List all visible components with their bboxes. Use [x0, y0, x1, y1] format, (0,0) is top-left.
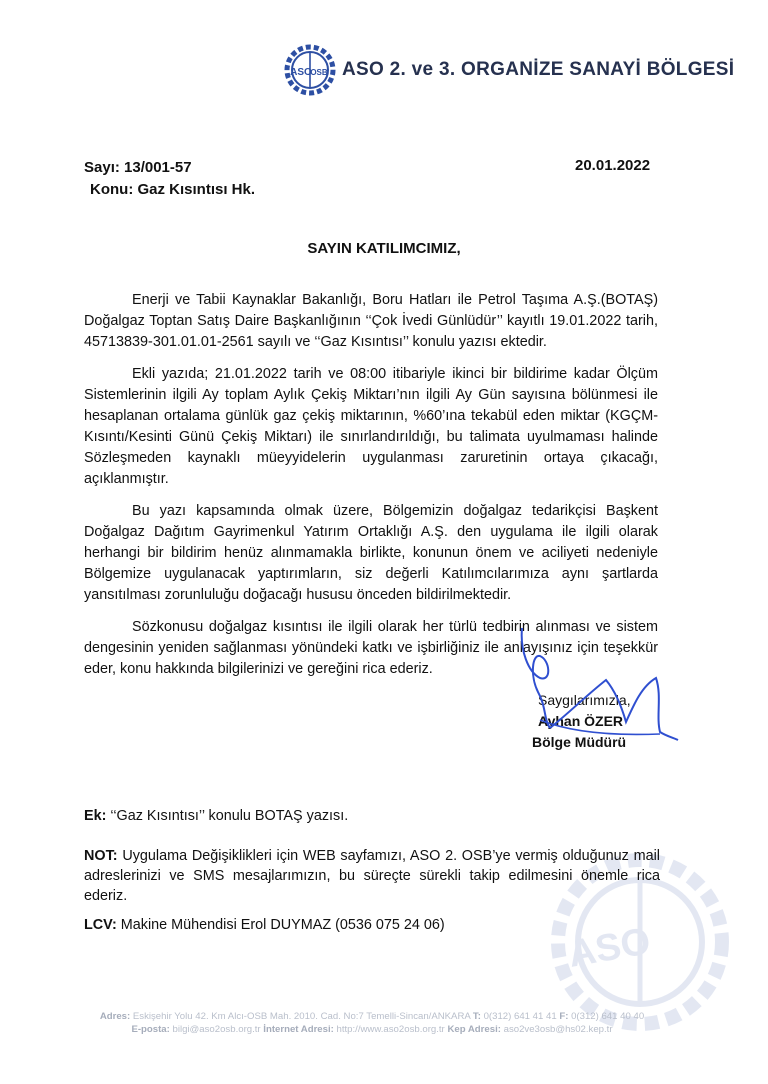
footer-contact-line	[92, 1023, 652, 1036]
svg-text:ASO: ASO	[565, 920, 654, 976]
fax-text: 0(312) 641 40 40	[568, 1011, 645, 1022]
address-text: Eskişehir Yolu 42. Km Alcı-OSB Mah. 2010. Cad. No:7 Temelli-Sincan/ANKARA	[130, 1011, 473, 1022]
body-paragraph: Ekli yazıda; 21.01.2022 tarih ve 08:00 itibariyle ikinci bir bildirime kadar Ölçüm Sistemlerinin ilgili Ay toplam Aylık Çekiş Miktarı’nın ilgili Ay Gün sayısına bölünmesi ile hesaplanan ortalama günlük gaz çekiş miktarının, %60’ına tekabül eden miktar (KGÇM-Kısıntı/Kesinti Günü Çekiş Miktarı) ile sınırlandırıldığı, bu talimata uyulmaması halinde Sözleşmeden kaynaklı müeyyidelerin uygulanması zaruretinin ortaya çıkacağı, açıklanmıştır.	[84, 366, 658, 487]
attachment-text: ‘‘Gaz Kısıntısı’’ konulu BOTAŞ yazısı.	[106, 808, 349, 824]
salutation	[0, 240, 768, 257]
kep-text: aso2ve3osb@hs02.kep.tr	[500, 1024, 613, 1035]
signer-title: Bölge Müdürü	[532, 734, 627, 750]
email-text: bilgi@aso2osb.org.tr	[169, 1024, 264, 1035]
kep-label: Kep Adresi:	[447, 1024, 501, 1035]
fax-label: F:	[559, 1011, 569, 1022]
notice-text: Uygulama Değişiklikleri için WEB sayfamızı, ASO 2. OSB’ye vermiş olduğunuz mail adreslerinizi ve SMS mesajlarımızın, bu süreçte sürekli takip edilmesini önemle rica ederiz.	[84, 848, 660, 904]
letter-date: 20.01.2022	[575, 157, 651, 174]
signer-name: Ayhan ÖZER	[538, 713, 624, 729]
logo-text-left: ASO	[290, 67, 312, 78]
website-text: http://www.aso2osb.org.tr	[333, 1024, 448, 1035]
logo-text-right: OSB	[310, 68, 328, 77]
subject-line: Konu: Gaz Kısıntısı Hk.	[90, 181, 256, 198]
website-label: İnternet Adresi:	[263, 1024, 334, 1035]
email-label: E-posta:	[131, 1024, 170, 1035]
body-paragraph: Sözkonusu doğalgaz kısıntısı ile ilgili olarak her türlü tedbirin alınması ve sistem dengesinin yeniden sağlanması yönündeki katkı ve işbirliğiniz ile anlayışınız için teşekkür eder, konu hakkında bilgilerinizi ve gereğini rica ederiz.	[84, 619, 658, 677]
organization-name: ASO 2. ve 3. ORGANİZE SANAYİ BÖLGESİ	[342, 59, 735, 80]
contact-person	[84, 915, 660, 935]
footer-address-line	[92, 1010, 652, 1023]
phone-label: T:	[472, 1011, 481, 1022]
closing: Saygılarımızla,	[538, 692, 631, 708]
notice-label: NOT:	[84, 848, 118, 864]
phone-text: 0(312) 641 41 41	[480, 1011, 560, 1022]
contact-label: LCV:	[84, 917, 117, 933]
attachment-note	[84, 806, 660, 826]
letter-body	[84, 290, 658, 691]
reference-block	[84, 157, 255, 201]
body-paragraph: Bu yazı kapsamında olmak üzere, Bölgemizin doğalgaz tedarikçisi Başkent Doğalgaz Dağıtım Gayrimenkul Yatırım Ortaklığı A.Ş. den uygulama ile ilgili olarak herhangi bir bildirim henüz alınmamakla birlikte, konunun önem ve aciliyeti nedeniyle Bölgemize uygulanacak yaptırımların, siz değerli Katılımcılarımıza aynı şartlarda yansıtılması zorunluluğu doğacağı hususu önceden bildirilmektedir.	[84, 503, 658, 603]
contact-text: Makine Mühendisi Erol DUYMAZ (0536 075 24 06)	[116, 917, 445, 933]
letterhead	[284, 44, 734, 96]
body-paragraph: Enerji ve Tabii Kaynaklar Bakanlığı, Boru Hatları ile Petrol Taşıma A.Ş.(BOTAŞ) Doğalgaz Toptan Satış Daire Başkanlığının ‘‘Çok İvedi Günlüdür’’ kayıtlı 19.01.2022 tarih, 45713839-301.01.01-2561 sayılı ve ‘‘Gaz Kısıntısı’’ konulu yazısı ektedir.	[84, 292, 658, 350]
address-label: Adres:	[99, 1011, 131, 1022]
attachment-label: Ek:	[84, 808, 107, 824]
salutation-text: SAYIN KATILIMCIMIZ,	[307, 240, 461, 257]
reference-number: Sayı: 13/001-57	[84, 159, 192, 176]
aso-osb-logo	[284, 44, 336, 96]
notice	[84, 846, 660, 906]
signature-block	[532, 690, 631, 753]
footer	[92, 1010, 652, 1036]
